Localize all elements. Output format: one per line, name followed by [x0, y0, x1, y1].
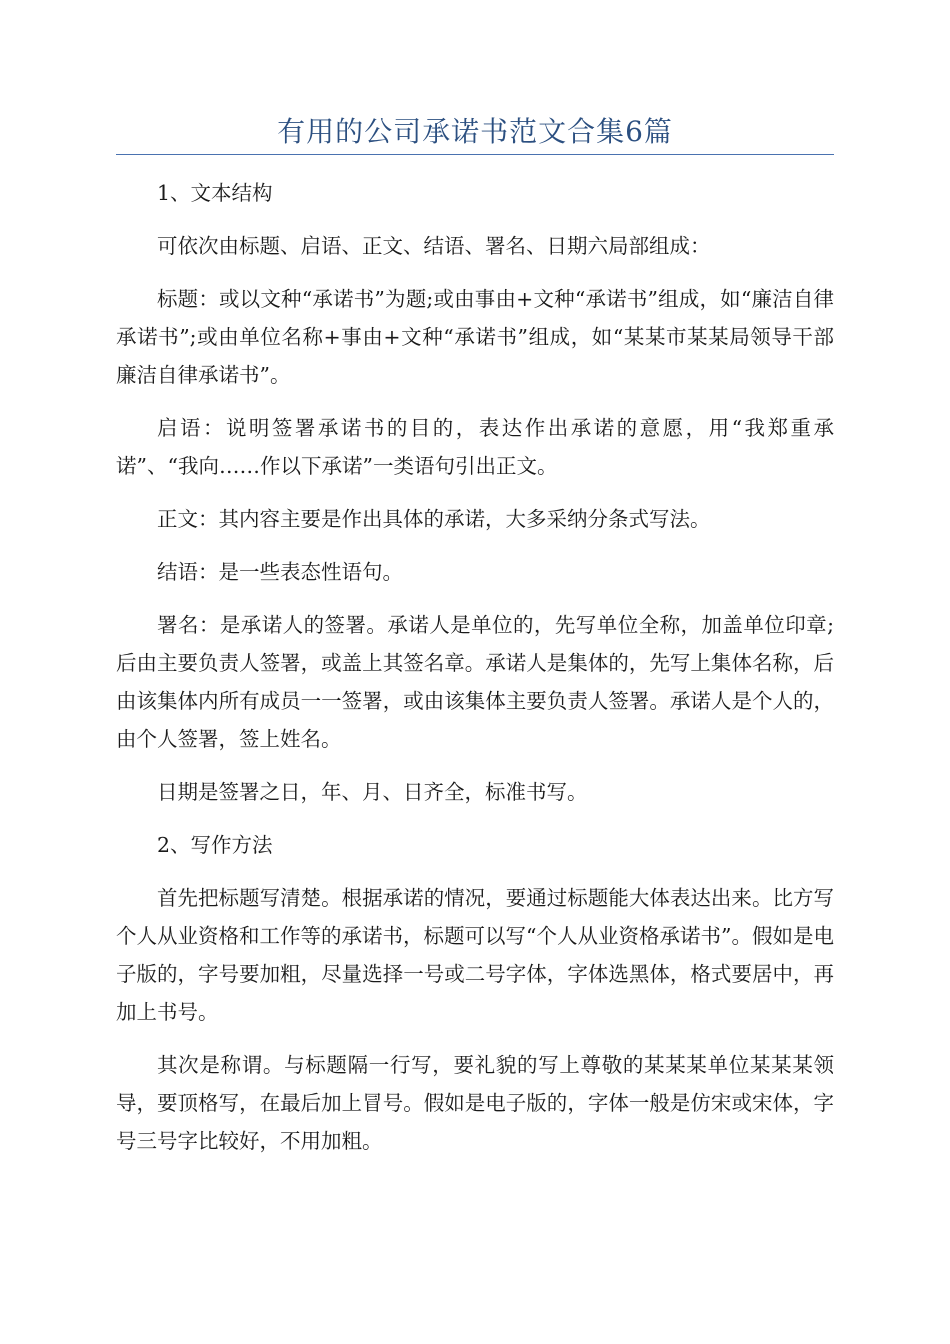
section-heading-structure: 1、文本结构 — [157, 181, 273, 205]
paragraph-parts-overview: 可依次由标题、启语、正文、结语、署名、日期六局部组成： — [157, 234, 711, 258]
paragraph-method-salutation: 其次是称谓。与标题隔一行写，要礼貌的写上尊敬的某某某单位某某某领导，要顶格写，在最后加上冒号。假如是电子版的，字体一般是仿宋或宋体，字号三号字比较好，不用加粗。 — [116, 1053, 834, 1153]
title-underline — [116, 154, 834, 155]
paragraph-method-title: 首先把标题写清楚。根据承诺的情况，要通过标题能大体表达出来。比方写个人从业资格和工作等的承诺书，标题可以写“个人从业资格承诺书”。假如是电子版的，字号要加粗，尽量选择一号或二号字体，字体选黑体，格式要居中，再加上书号。 — [116, 886, 834, 1024]
section-heading-method: 2、写作方法 — [157, 833, 273, 857]
paragraph-opening-part: 启语：说明签署承诺书的目的，表达作出承诺的意愿，用“我郑重承诺”、“我向……作以下承诺”一类语句引出正文。 — [116, 416, 834, 478]
document-body — [116, 174, 834, 1175]
paragraph-closing-part: 结语：是一些表态性语句。 — [157, 560, 403, 584]
paragraph-date-part: 日期是签署之日，年、月、日齐全，标准书写。 — [157, 780, 588, 804]
paragraph-signature-part: 署名：是承诺人的签署。承诺人是单位的，先写单位全称，加盖单位印章;后由主要负责人签署，或盖上其签名章。承诺人是集体的，先写上集体名称，后由该集体内所有成员一一签署，或由该集体主要负责人签署。承诺人是个人的，由个人签署，签上姓名。 — [116, 613, 834, 751]
document-title: 有用的公司承诺书范文合集6篇 — [277, 115, 673, 148]
paragraph-body-part: 正文：其内容主要是作出具体的承诺，大多采纳分条式写法。 — [157, 507, 711, 531]
paragraph-title-part: 标题：或以文种“承诺书”为题;或由事由+文种“承诺书”组成，如“廉洁自律承诺书”;或由单位名称+事由+文种“承诺书”组成，如“某某市某某局领导干部廉洁自律承诺书”。 — [116, 287, 834, 387]
